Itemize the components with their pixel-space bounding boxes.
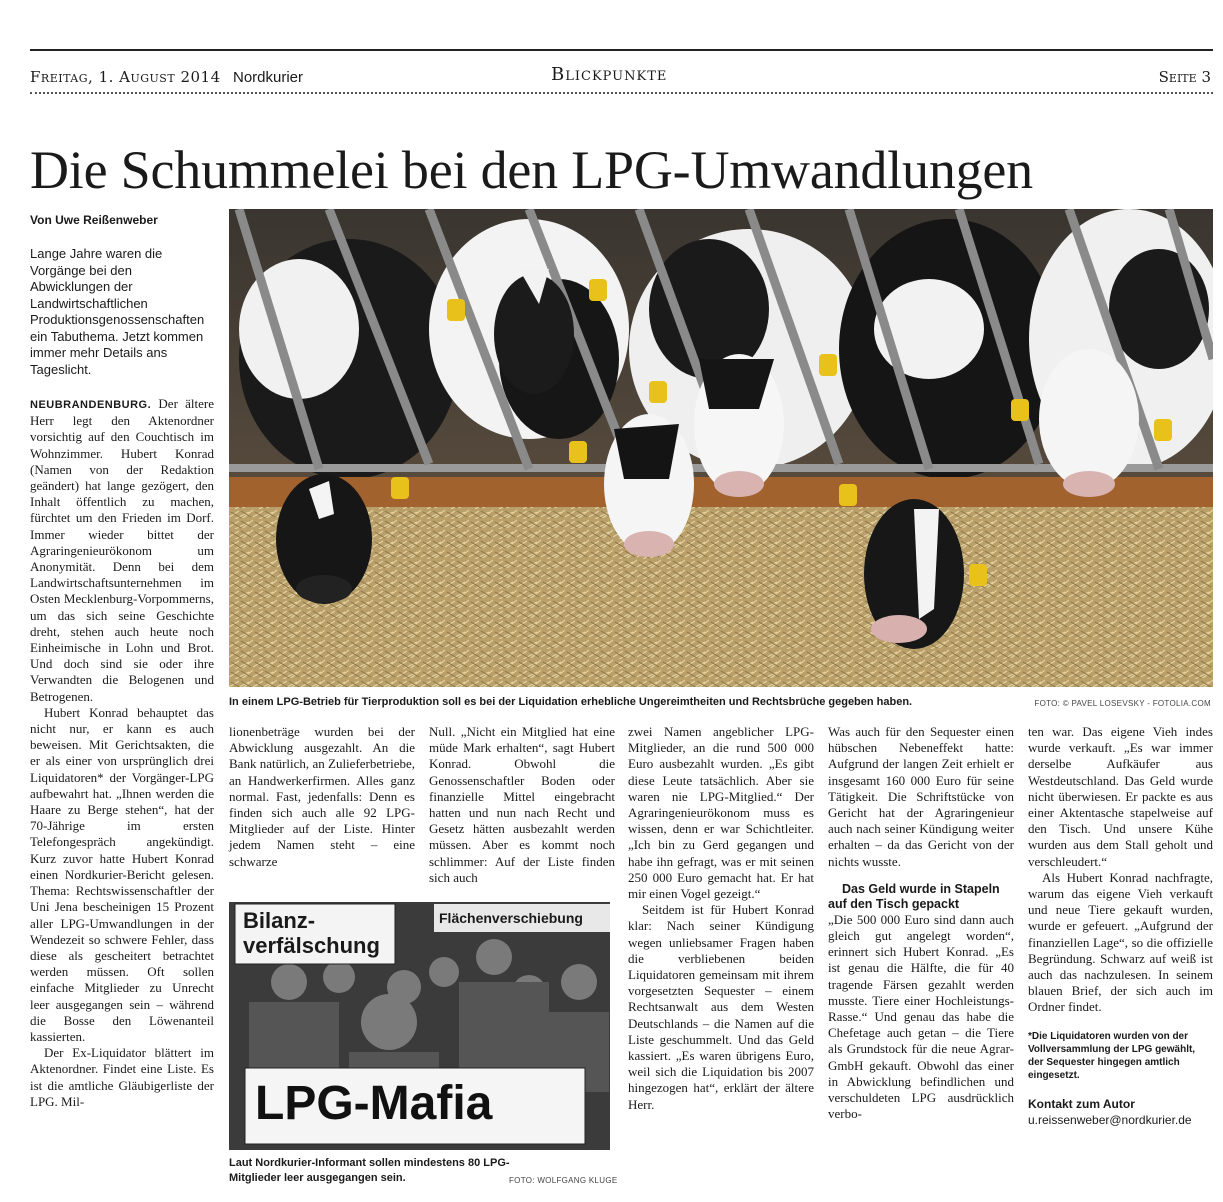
paragraph: Als Hubert Konrad nachfragte, warum das eigene Vieh verkauft und neue Tiere gekauft wurden, wurde er gefeuert. „Aufgrund der finanziellen Lage“, so die offizielle Begründung. Schwarz auf weiß ist auch das nachzulesen. In seinem blauen Brief, der sich auch im Ordner findet. bbox=[1028, 869, 1213, 1015]
main-photo-caption: In einem LPG-Betrieb für Tierproduktion soll es bei der Liquidation erhebliche Ungereimtheiten und Rechtsbrüche gegeben haben. bbox=[229, 696, 913, 708]
paper-name: Nordkurier bbox=[233, 69, 304, 86]
footnote: *Die Liquidatoren wurden von der Vollversammlung der LPG gewählt, der Sequester hingegen amtlich eingesetzt. bbox=[1028, 1030, 1196, 1081]
top-rule bbox=[30, 49, 1213, 51]
contact-email: u.reissenweber@nordkurier.de bbox=[1028, 1112, 1192, 1127]
main-photo-cows bbox=[229, 209, 1213, 687]
article-column-5 bbox=[828, 724, 1014, 1122]
subheading: Das Geld wurde in Stapeln auf den Tisch gepackt bbox=[828, 881, 1000, 911]
teaser: Lange Jahre waren die Vorgänge bei den Abwicklungen der Landwirtschaftlichen Produktionsgenossenschaften ein Tabuthema. Jetzt kommen immer mehr Details ans Tageslicht. bbox=[30, 246, 205, 377]
paragraph: Hubert Konrad behauptet das nicht nur, er kann es auch beweisen. Mit Gerichtsakten, die er als einer von ursprünglich drei Liquidatoren* der Vorgänger-LPG aufbewahrt hat. „Ihnen werden die Haare zu Berge stehen“, hat der 70-Jährige im ersten Telefongespräch angekündigt. Kurz zuvor hatte Hubert Konrad einen Nordkurier-Bericht gelesen. Thema: Rechtswissenschaftler der Uni Jena bescheinigen 15 Prozent aller LPG-Umwandlungen in der Wendezeit so schwere Fehler, dass diese als gescheitert betrachtet werden müssen. Oft sollen einfache Mitglieder zu Unrecht leer ausgegangen sein – während die Bosse den Löwenanteil kassierten. bbox=[30, 704, 214, 1044]
byline: Von Uwe Reißenweber bbox=[30, 213, 158, 227]
paragraph: „Die 500 000 Euro sind dann auch gleich gut angelegt worden“, erinnert sich Hubert Konrad. „Es ist genau die Hälfte, die für 40 tragende Färsen gezahlt werden musste. Tiere einer Hochleistungs-Rasse.“ Und genau das habe die Chefetage auch getan – die Tiere als Grundstock für die neue Agrar-GmbH gekauft. Obwohl das einer in Abwicklung befindlichen und verschuldeten LPG ausdrücklich verbo- bbox=[828, 911, 1014, 1122]
paragraph: ten war. Das eigene Vieh indes wurde verkauft. „Es war immer derselbe Aufkäufer aus Westdeutschland. Das Geld wurde nicht überwiesen. Er packte es aus einer Aktentasche stapelweise auf den Tisch. Und unsere Kühe wurden aus dem Stall geholt und verschleudert.“ bbox=[1028, 724, 1213, 869]
paragraph: Seitdem ist für Hubert Konrad klar: Nach seiner Kündigung wegen unliebsamer Fragen haben die verbliebenen beiden Liquidatoren gemeinsam mit ihrem vorgesetzten Sequester – einem Rechtsanwalt aus dem Westen Deutschlands – die Namen auf die Liste geschummelt. Und das Geld kassiert. „Es waren übrigens Euro, weil sich die Liquidation bis 2007 hingezogen hat“, erklärt der ältere Herr. bbox=[628, 902, 814, 1112]
headline: Die Schummelei bei den LPG-Umwandlungen bbox=[30, 140, 1033, 200]
protest-photo-caption: Laut Nordkurier-Informant sollen mindestens 80 LPG-Mitglieder leer ausgegangen sein. bbox=[229, 1157, 510, 1184]
page-number: Seite 3 bbox=[1158, 68, 1211, 86]
contact-heading: Kontakt zum Autor bbox=[1028, 1096, 1135, 1111]
paragraph: lionenbeträge wurden bei der Abwicklung ausgezahlt. An die Bank natürlich, an Zulieferbetriebe, an Handwerkerfirmen. Alles ganz normal. Fast, jedenfalls: Denn es finden sich auch alle 92 LPG-Mitglieder auf der Liste. Hinter jedem Namen steht – eine schwarze bbox=[229, 724, 415, 869]
section-title: Blickpunkte bbox=[551, 64, 668, 85]
paragraph: zwei Namen angeblicher LPG-Mitglieder, an die rund 500 000 Euro ausbezahlt wurden. „Es gibt diese Leute tatsächlich. Aber sie waren nie LPG-Mitglied.“ Der Agraringenieurökonom muss es wissen, denn er war Schichtleiter. „Ich bin zu Gerd gegangen und habe ihn gefragt, was er mit seinen 250 000 Euro gemacht hat. Er hat mir einen Vogel gezeigt.“ bbox=[628, 724, 814, 902]
issue-date: Freitag, 1. August 2014 bbox=[30, 68, 221, 86]
paragraph: Der Ex-Liquidator blättert im Aktenordner. Findet eine Liste. Es ist die amtliche Gläubigerliste der LPG. Mil- bbox=[30, 1045, 214, 1109]
article-column-3 bbox=[429, 724, 615, 886]
article-column-2 bbox=[229, 724, 415, 870]
paragraph: Null. „Nicht ein Mitglied hat eine müde Mark erhalten“, sagt Hubert Konrad. Obwohl die Genossenschaftler Boden oder finanzielle Mittel eingebracht hatten und nun nach Recht und Gesetz hätten ausbezahlt werden müssen. Aber es kommt noch schlimmer: Auf der Liste finden sich auch bbox=[429, 724, 615, 885]
main-photo-credit: FOTO: © PAVEL LOSEVSKY - FOTOLIA.COM bbox=[1034, 699, 1211, 708]
protest-sign-bilanz: Bilanz- verfälschung bbox=[243, 908, 380, 958]
protest-photo bbox=[229, 902, 610, 1150]
protest-photo-credit: FOTO: WOLFGANG KLUGE bbox=[509, 1176, 618, 1185]
protest-sign-mafia: LPG-Mafia bbox=[255, 1077, 493, 1130]
article-column-4 bbox=[628, 724, 814, 1113]
header-dotted-rule bbox=[30, 92, 1213, 94]
protest-sign-flaechen: Flächenverschiebung bbox=[439, 910, 583, 926]
article-column-1 bbox=[30, 396, 214, 1110]
paragraph: Was auch für den Sequester einen hübschen Nebeneffekt hatte: Aufgrund der langen Zeit erhielt er insgesamt 160 000 Euro für seine Tätigkeit. Die Schriftstücke von Gericht hat der Agraringenieur auch nach seiner Kündigung weiter erhalten – da das Gericht von der nichts wusste. bbox=[828, 724, 1014, 869]
cows-illustration bbox=[229, 209, 1213, 687]
paragraph: Der ältere Herr legt den Aktenordner vorsichtig auf den Couchtisch im Wohnzimmer. Hubert Konrad (Namen von der Redaktion geändert) hat lange gezögert, den Inhalt öffentlich zu machen, fürchtet um den Frieden im Dorf. Immer wieder bittet der Agraringenieurökonom um Anonymität. Denn bei dem Landwirtschaftsunternehmen im Osten Mecklenburg-Vorpommerns, um das sich seine Geschichte dreht, stehen auch heute noch Einheimische in Lohn und Brot. Und doch sind sie oder ihre Verwandten die Belogenen und Betrogenen. bbox=[30, 396, 214, 704]
article-column-6 bbox=[1028, 724, 1213, 1128]
dateline: NEUBRANDENBURG. bbox=[30, 399, 152, 411]
